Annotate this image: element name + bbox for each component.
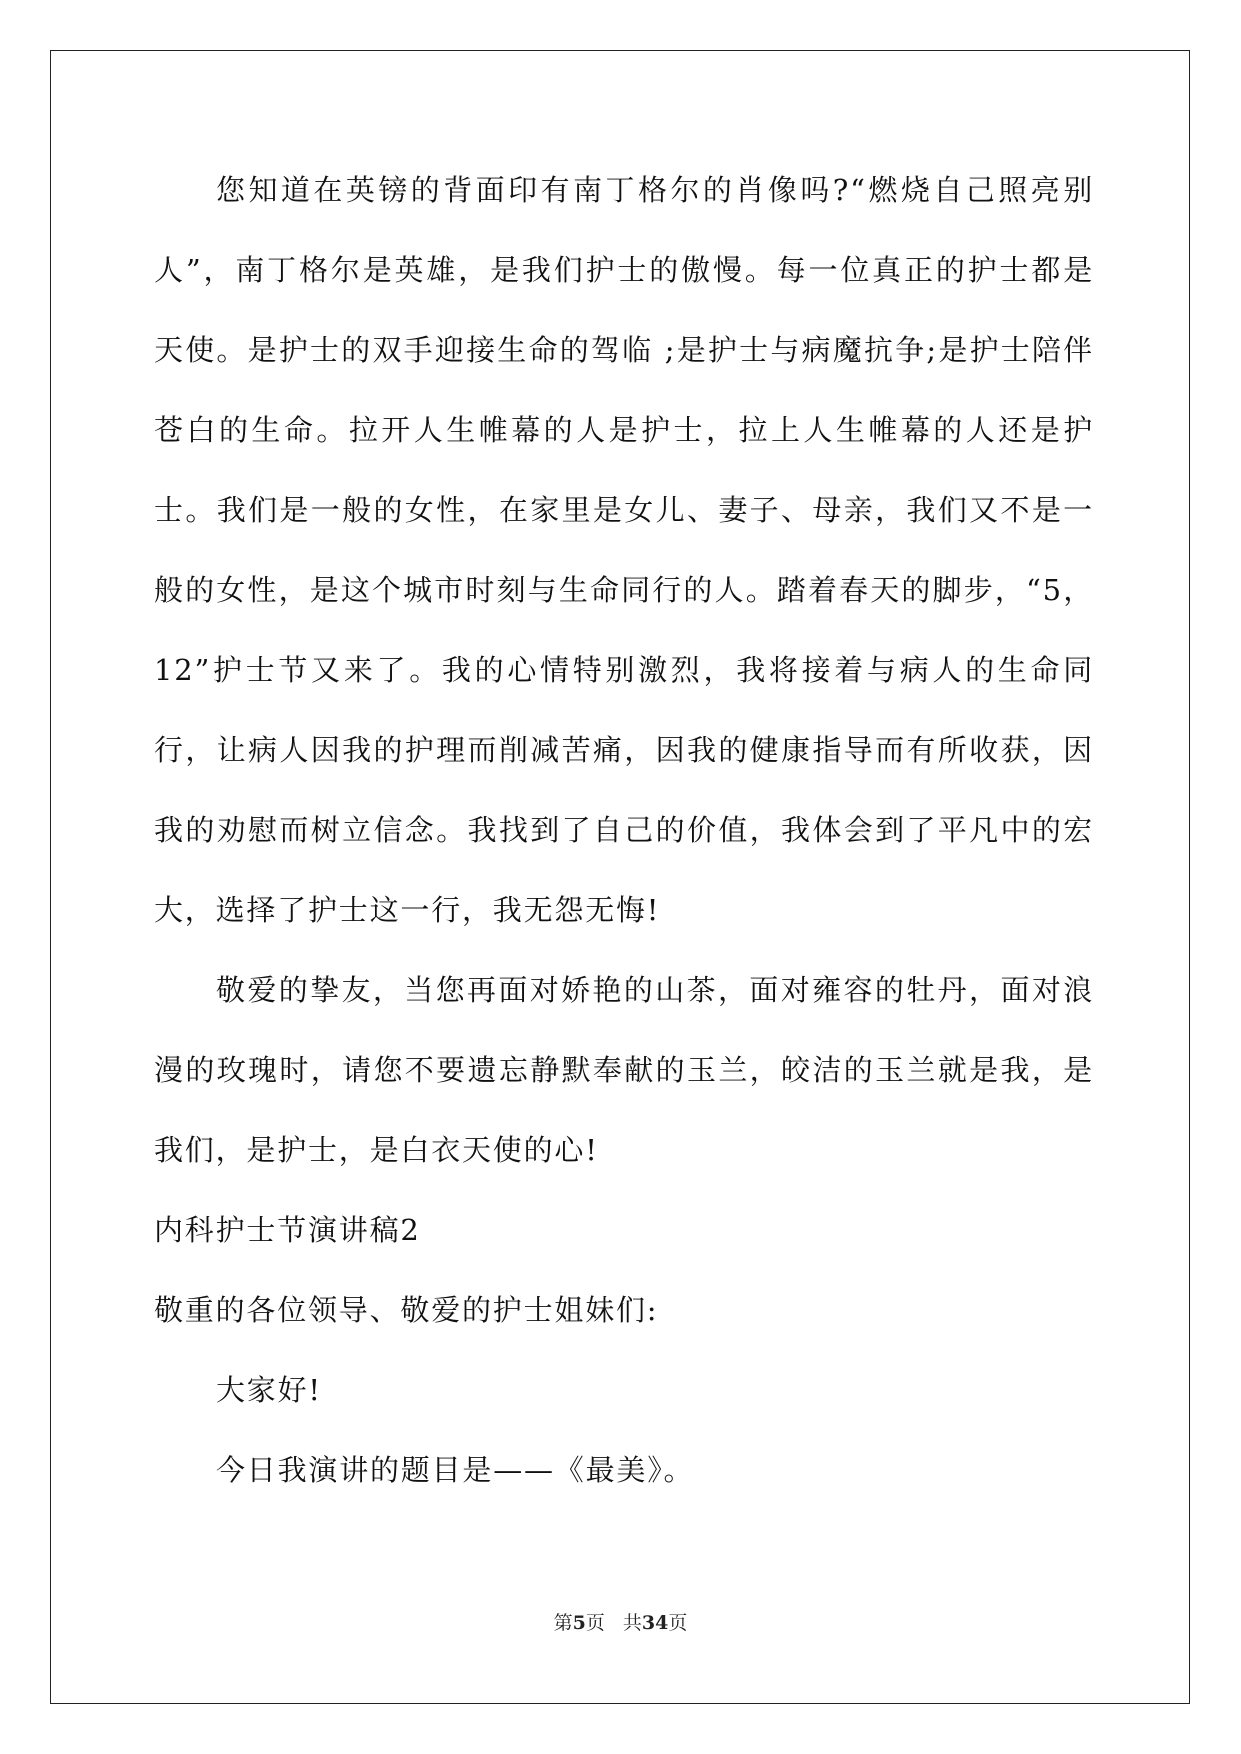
total-prefix: 共 — [622, 1612, 642, 1634]
greeting: 大家好! — [216, 1373, 322, 1407]
page-footer — [0, 1608, 1241, 1635]
speech-topic: 今日我演讲的题目是——《最美》。 — [216, 1453, 695, 1487]
total-pages: 34 — [641, 1612, 669, 1634]
paragraph-magnolia: 敬爱的挚友，当您再面对娇艳的山茶，面对雍容的牡丹，面对浪漫的玫瑰时，请您不要遗忘静默奉献的玉兰，皎洁的玉兰就是我，是我们，是护士，是白衣天使的心! — [154, 973, 1094, 1167]
salutation: 敬重的各位领导、敬爱的护士姐妹们: — [154, 1293, 659, 1327]
page-suffix: 页 — [585, 1612, 605, 1634]
page-number: 5 — [572, 1612, 586, 1634]
document-body — [154, 150, 1094, 1510]
total-suffix: 页 — [668, 1612, 688, 1634]
section-title: 内科护士节演讲稿2 — [154, 1213, 421, 1247]
page-prefix: 第 — [553, 1612, 573, 1634]
paragraph-nightingale: 您知道在英镑的背面印有南丁格尔的肖像吗?“燃烧自己照亮别人”，南丁格尔是英雄，是我们护士的傲慢。每一位真正的护士都是天使。是护士的双手迎接生命的驾临 ;是护士与病魔抗争;是护士陪伴苍白的生命。拉开人生帷幕的人是护士，拉上人生帷幕的人还是护士。我们是一般的女性，在家里是女儿、妻子、母亲，我们又不是一般的女性，是这个城市时刻与生命同行的人。踏着春天的脚步，“5，12”护士节又来了。我的心情特别激烈，我将接着与病人的生命同行，让病人因我的护理而削减苦痛，因我的健康指导而有所收获，因我的劝慰而树立信念。我找到了自己的价值，我体会到了平凡中的宏大，选择了护士这一行，我无怨无悔! — [154, 173, 1094, 927]
